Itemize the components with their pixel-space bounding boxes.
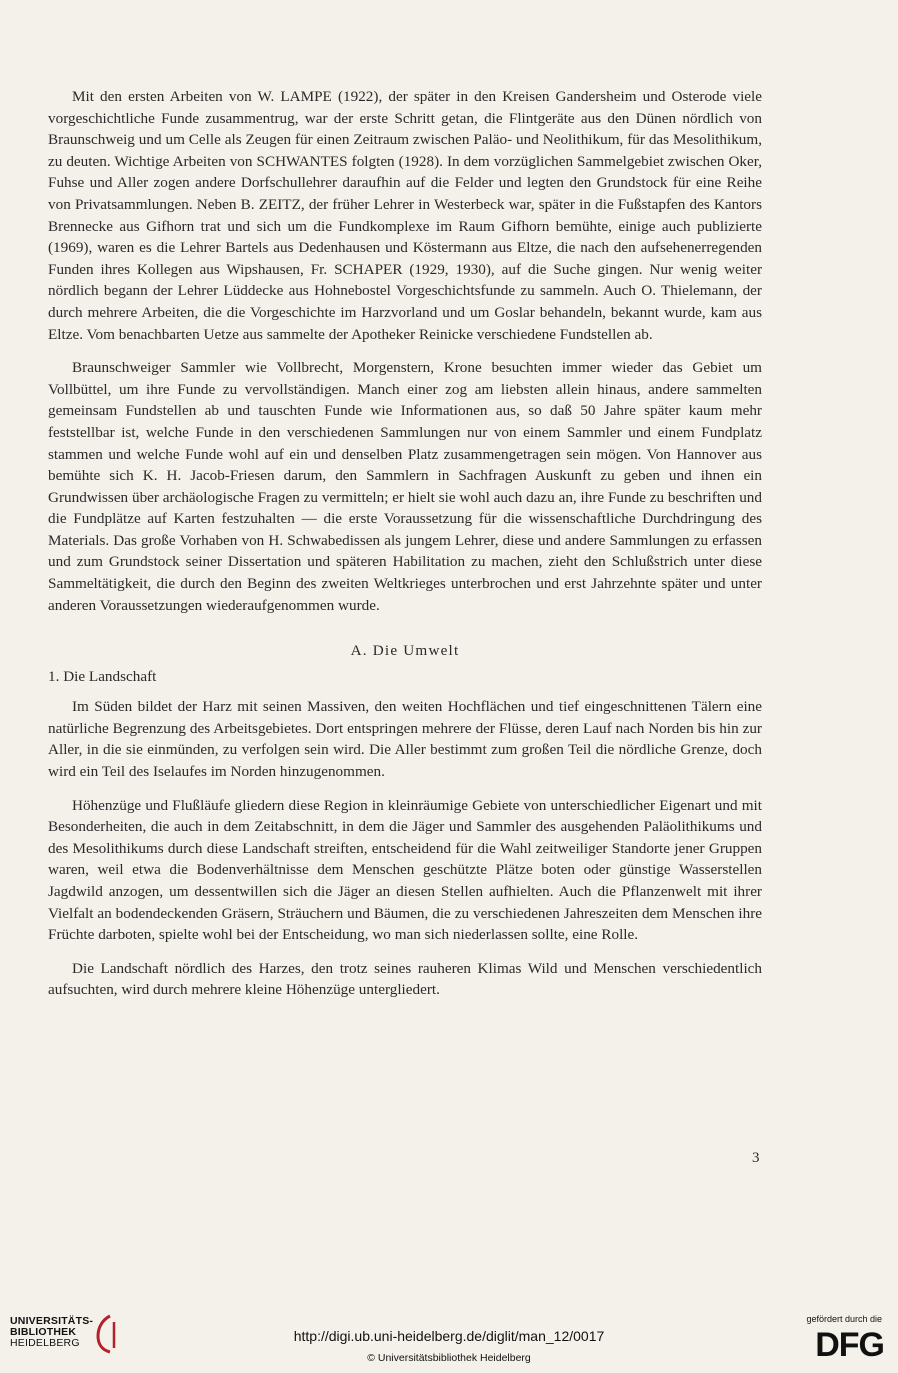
paragraph-section-2: Höhenzüge und Flußläufe gliedern diese Region in kleinräumige Gebiete von unterschiedlicher Eigenart und mit Besonderheiten, die auch in dem Zeitabschnitt, in dem die Jäger und Sammler des ausgehenden Paläolithikums und des Mesolithikums durch diese Landschaft streiften, entscheidend für die Wahl zeitweiliger Standorte jener Gruppen waren, weil etwa die Bodenverhältnisse dem Menschen geschützte Plätze boten oder günstige Wasserstellen Jagdwild anzogen, um dessentwillen sich die Jäger an diesen Stellen aufhielten. Auch die Pflanzenwelt mit ihrer Vielfalt an bodendeckenden Gräsern, Sträuchern und Bäumen, die zu verschiedenen Jahreszeiten dem Menschen ihre Früchte darboten, spielte wohl bei der Entscheidung, wo man sich niederlassen sollte, eine Rolle. <box>48 796 762 944</box>
library-logo-line1: UNIVERSITÄTS- <box>10 1315 94 1327</box>
paragraph-section-3: Die Landschaft nördlich des Harzes, den trotz seines rauheren Klimas Wild und Menschen verschiedentlich aufsuchten, wird durch mehrere kleine Höhenzüge untergliedert. <box>48 959 762 999</box>
page-number: 3 <box>752 1150 760 1166</box>
subsection-heading: 1. Die Landschaft <box>48 668 157 686</box>
source-url-link[interactable]: http://digi.ub.uni-heidelberg.de/diglit/man_12/0017 <box>293 1328 605 1344</box>
library-logo-line2: BIBLIOTHEK <box>10 1326 77 1338</box>
paragraph-intro-1: Mit den ersten Arbeiten von W. LAMPE (1922), der später in den Kreisen Gandersheim und Osterode viele vorgeschichtliche Funde zusammentrug, war der erste Schritt getan, die Flintgeräte aus den Dünen nördlich von Braunschweig und um Celle als Zeugen für einen Zeitraum zwischen Paläo- und Neolithikum, für das Mesolithikum, zu deuten. Wichtige Arbeiten von SCHWANTES folgten (1928). In dem vorzüglichen Sammelgebiet zwischen Oker, Fuhse und Aller zogen andere Dorfschullehrer daraufhin auf die Felder und legten den Grundstock für eine Reihe von Privatsammlungen. Neben B. ZEITZ, der früher Lehrer in Westerbeck war, später in die Fußstapfen des Kantors Brennecke aus Gifhorn trat und sich um die Fundkomplexe im Raum Gifhorn bemühte, einige auch publizierte (1969), waren es die Lehrer Bartels aus Dedenhausen und Köstermann aus Eltze, die nach den aufsehenerregenden Funden ihres Kollegen aus Wipshausen, Fr. SCHAPER (1929, 1930), auf die Suche gingen. Nur wenig weiter nördlich begann der Lehrer Lüddecke aus Hohnebostel Vorgeschichtsfunde zu sammeln. Auch O. Thielemann, der durch mehrere Arbeiten, die die Vorgeschichte im Harzvorland und um Goslar behandeln, bekannt wurde, kam aus Eltze. Vom benachbarten Uetze aus sammelte der Apotheker Reinicke verschiedene Fundstellen ab. <box>48 88 762 343</box>
page-body <box>48 86 762 1013</box>
funding-note: gefördert durch die <box>806 1314 882 1324</box>
footer-bar <box>0 1310 898 1373</box>
section-heading: A. Die Umwelt <box>350 642 460 660</box>
dfg-logo[interactable]: DFG <box>815 1326 884 1364</box>
paragraph-intro-2: Braunschweiger Sammler wie Vollbrecht, Morgenstern, Krone besuchten immer wieder das Gebiet um Vollbüttel, um ihre Funde zu vervollständigen. Manch einer zog am liebsten allein hinaus, andere sammelten gemeinsam Fundstellen ab und tauschten Funde wie Informationen aus, so daß 50 Jahre später kaum mehr feststellbar ist, welche Funde in den verschiedenen Sammlungen nur von einem Sammler und einem Fundplatz stammen und welche Funde wohl auf ein und denselben Platz zusammengetragen sein mögen. Von Hannover aus bemühte sich K. H. Jacob-Friesen darum, den Sammlern in Sachfragen Auskunft zu geben und ihnen ein Grundwissen über archäologische Fragen zu vermitteln; er hielt sie wohl auch dazu an, ihre Funde zu beschriften und die Fundplätze auf Karten festzuhalten — die erste Voraussetzung für die wissenschaftliche Durchdringung des Materials. Das große Vorhaben von H. Schwabedissen als jungem Lehrer, diese und andere Sammlungen zu erfassen und zum Grundstock seiner Dissertation und späteren Habilitation zu machen, zieht den Schlußstrich unter diese Sammeltätigkeit, die durch den Beginn des zweiten Weltkrieges unterbrochen und erst Jahrzehnte später und unter anderen Voraussetzungen wiederaufgenommen wurde. <box>48 359 762 614</box>
paragraph-section-1: Im Süden bildet der Harz mit seinen Massiven, den weiten Hochflächen und tief eingeschnittenen Tälern eine natürliche Begrenzung des Arbeitsgebietes. Dort entspringen mehrere der Flüsse, deren Lauf nach Norden bis hin zur Aller, in die sie einmünden, zu verfolgen sein wird. Die Aller bestimmt zum großen Teil die nördliche Grenze, doch wird ein Teil des Iselaufes im Norden hinzugenommen. <box>48 698 762 781</box>
library-logo-line3: HEIDELBERG <box>10 1337 80 1349</box>
copyright-text: © Universitätsbibliothek Heidelberg <box>367 1352 531 1364</box>
